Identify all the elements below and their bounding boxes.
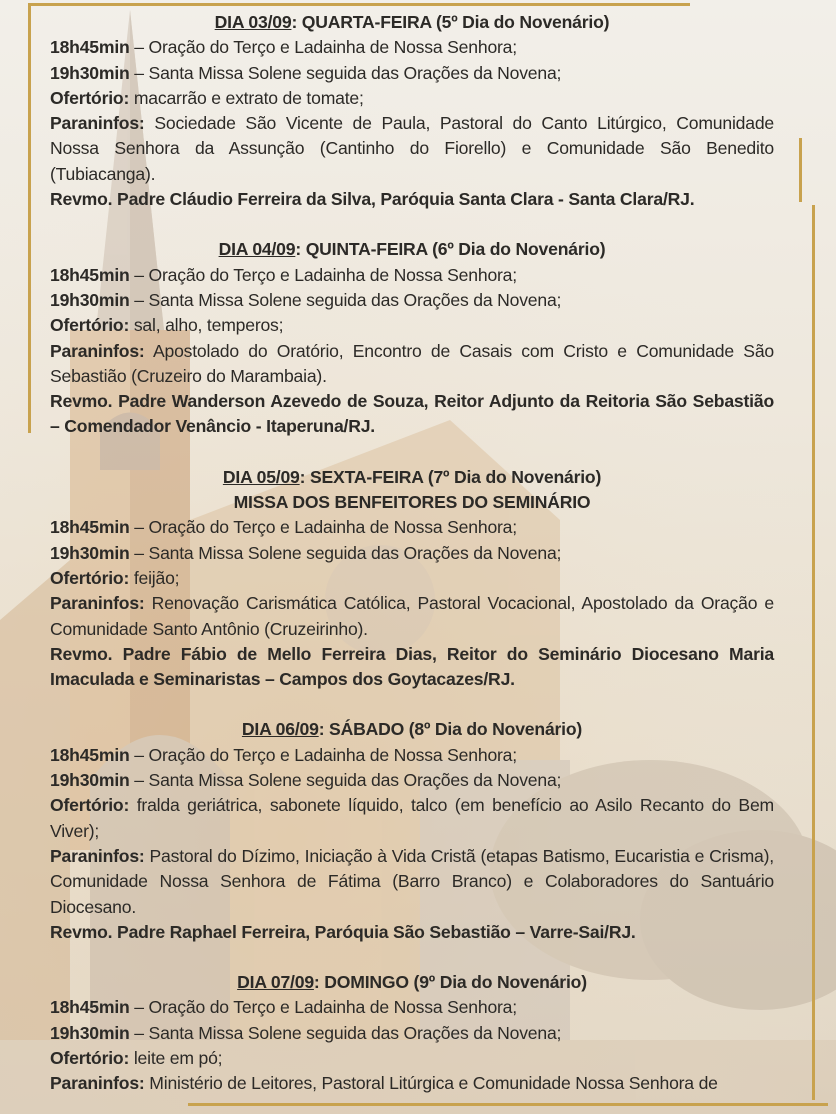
day-heading: [50, 237, 774, 262]
day-title: : SEXTA-FEIRA (7º Dia do Novenário): [299, 466, 602, 487]
offering-text: fralda geriátrica, sabonete líquido, talco (em benefício ao Asilo Recanto do Bem Viver);: [50, 795, 774, 841]
right-gold-line: [812, 205, 815, 1100]
sponsors-label: Paraninfos:: [50, 1073, 145, 1094]
activity-text: – Oração do Terço e Ladainha de Nossa Senhora;: [129, 517, 517, 538]
activity-text: – Oração do Terço e Ladainha de Nossa Senhora;: [129, 37, 517, 58]
sponsors-line: [50, 339, 774, 390]
schedule-line: [50, 288, 774, 313]
day-date: DIA 04/09: [218, 239, 296, 260]
offering-text: leite em pó;: [129, 1047, 223, 1068]
celebrant: Revmo. Padre Wanderson Azevedo de Souza, Reitor Adjunto da Reitoria São Sebastião – Comendador Venâncio - Itaperuna/RJ.: [50, 391, 774, 437]
day-title: : DOMINGO (9º Dia do Novenário): [313, 972, 587, 993]
schedule-line: [50, 541, 774, 566]
time-label: 19h30min: [50, 62, 130, 83]
time-label: 19h30min: [50, 289, 130, 310]
day-heading: [50, 465, 774, 490]
left-gold-line: [28, 3, 31, 433]
schedule-line: [50, 263, 774, 288]
activity-text: – Oração do Terço e Ladainha de Nossa Senhora;: [129, 264, 517, 285]
day-date: DIA 06/09: [241, 719, 319, 740]
schedule-line: [50, 35, 774, 60]
schedule-line: [50, 743, 774, 768]
time-label: 19h30min: [50, 542, 130, 563]
sponsors-text: Renovação Carismática Católica, Pastoral Vocacional, Apostolado da Oração e Comunidade Santo Antônio (Cruzeirinho).: [50, 593, 774, 639]
sponsors-line: [50, 844, 774, 920]
offering-label: Ofertório:: [50, 87, 130, 108]
schedule-line: [50, 1021, 774, 1046]
novena-schedule: [50, 10, 774, 1097]
sponsors-line: [50, 1071, 774, 1096]
sponsors-line: [50, 591, 774, 642]
activity-text: – Santa Missa Solene seguida das Orações da Novena;: [129, 289, 562, 310]
schedule-line: [50, 61, 774, 86]
schedule-line: [50, 768, 774, 793]
activity-text: – Santa Missa Solene seguida das Orações da Novena;: [129, 770, 562, 791]
sponsors-label: Paraninfos:: [50, 593, 145, 614]
day-heading: [50, 970, 774, 995]
day-block: [50, 717, 774, 945]
schedule-line: [50, 995, 774, 1020]
activity-text: – Oração do Terço e Ladainha de Nossa Senhora;: [129, 744, 517, 765]
celebrant: Revmo. Padre Fábio de Mello Ferreira Dias, Reitor do Seminário Diocesano Maria Imaculada e Seminaristas – Campos dos Goytacazes/RJ.: [50, 643, 774, 690]
day-block: [50, 465, 774, 693]
day-block: [50, 10, 774, 212]
day-date: DIA 05/09: [222, 466, 300, 487]
offering-line: [50, 1046, 774, 1071]
top-gold-line: [28, 3, 690, 6]
activity-text: – Santa Missa Solene seguida das Orações da Novena;: [129, 1022, 562, 1043]
right-gold-line-upper: [799, 138, 802, 202]
sponsors-text: Pastoral do Dízimo, Iniciação à Vida Cristã (etapas Batismo, Eucaristia e Crisma), Comunidade Nossa Senhora de Fátima (Barro Branco) e Colaboradores do Santuário Diocesano.: [50, 845, 774, 917]
day-block: [50, 970, 774, 1096]
offering-line: [50, 566, 774, 591]
offering-label: Ofertório:: [50, 795, 130, 816]
time-label: 18h45min: [50, 517, 130, 538]
day-title: : SÁBADO (8º Dia do Novenário): [318, 719, 583, 740]
offering-text: macarrão e extrato de tomate;: [129, 87, 364, 108]
day-title: : QUARTA-FEIRA (5º Dia do Novenário): [291, 12, 610, 32]
sponsors-label: Paraninfos:: [50, 113, 145, 134]
activity-text: – Oração do Terço e Ladainha de Nossa Senhora;: [129, 997, 517, 1018]
sponsors-label: Paraninfos:: [50, 845, 145, 866]
day-subtitle: MISSA DOS BENFEITORES DO SEMINÁRIO: [233, 492, 591, 513]
day-date: DIA 07/09: [237, 972, 314, 993]
offering-text: sal, alho, temperos;: [129, 315, 284, 336]
celebrant: Revmo. Padre Raphael Ferreira, Paróquia São Sebastião – Varre-Sai/RJ.: [50, 921, 636, 942]
day-heading: [50, 717, 774, 742]
day-block: [50, 237, 774, 439]
time-label: 18h45min: [50, 997, 130, 1018]
offering-line: [50, 86, 774, 111]
day-heading: [50, 10, 774, 35]
time-label: 18h45min: [50, 264, 130, 285]
time-label: 19h30min: [50, 770, 130, 791]
day-title: : QUINTA-FEIRA (6º Dia do Novenário): [295, 239, 606, 260]
sponsors-label: Paraninfos:: [50, 340, 145, 361]
offering-label: Ofertório:: [50, 315, 130, 336]
day-date: DIA 03/09: [214, 12, 292, 32]
sponsors-text: Ministério de Leitores, Pastoral Litúrgica e Comunidade Nossa Senhora de: [144, 1073, 718, 1094]
sponsors-text: Sociedade São Vicente de Paula, Pastoral do Canto Litúrgico, Comunidade Nossa Senhora da Assunção (Cantinho do Fiorello) e Comunidade São Benedito (Tubiacanga).: [50, 113, 774, 184]
offering-label: Ofertório:: [50, 1047, 130, 1068]
time-label: 18h45min: [50, 37, 130, 58]
bottom-gold-line: [188, 1103, 828, 1106]
schedule-line: [50, 515, 774, 540]
offering-label: Ofertório:: [50, 567, 130, 588]
activity-text: – Santa Missa Solene seguida das Orações da Novena;: [129, 542, 562, 563]
time-label: 19h30min: [50, 1022, 130, 1043]
sponsors-line: [50, 111, 774, 187]
activity-text: – Santa Missa Solene seguida das Orações da Novena;: [129, 62, 562, 83]
offering-line: [50, 793, 774, 844]
sponsors-text: Apostolado do Oratório, Encontro de Casais com Cristo e Comunidade São Sebastião (Cruzeiro do Marambaia).: [50, 340, 774, 386]
celebrant: Revmo. Padre Cláudio Ferreira da Silva, Paróquia Santa Clara - Santa Clara/RJ.: [50, 189, 695, 210]
time-label: 18h45min: [50, 744, 130, 765]
offering-line: [50, 313, 774, 338]
offering-text: feijão;: [129, 567, 180, 588]
